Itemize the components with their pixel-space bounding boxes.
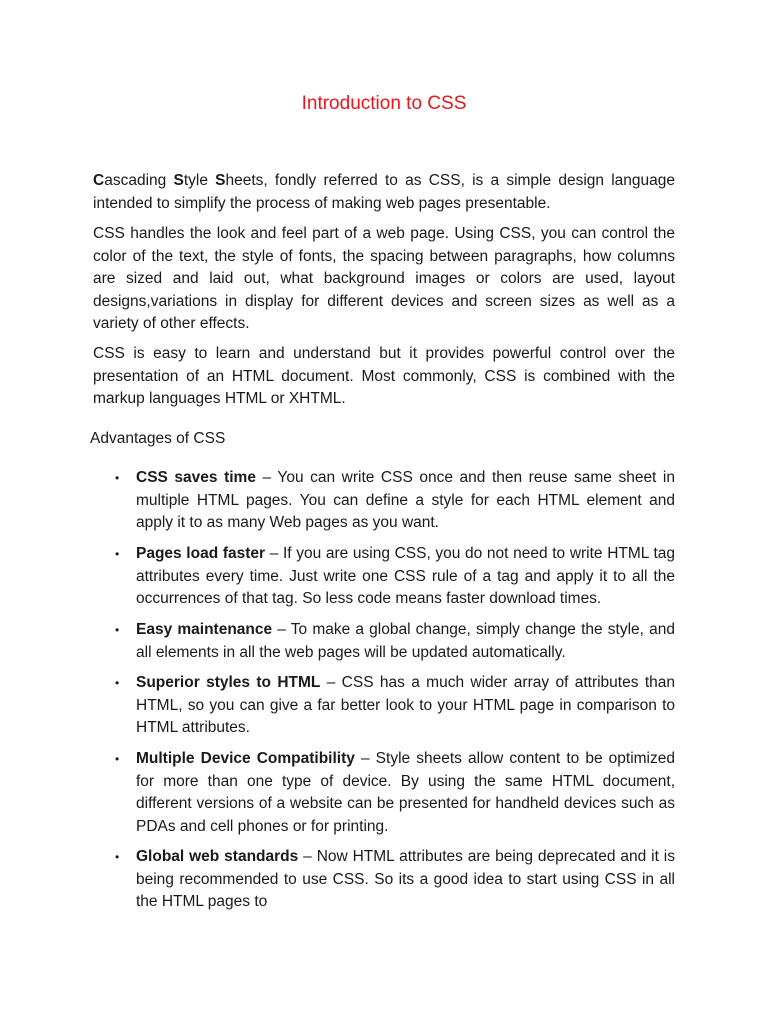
item-text: – Style sheets allow content to be optimized for more than one type of device. By using the same HTML document, different versions of a website can be presented for handheld devices such as PDAs and cell phones or for printing. [136,750,675,835]
bullet-icon: • [115,850,120,864]
paragraph-easy-to-learn: CSS is easy to learn and understand but it provides powerful control over the presentation of an HTML document. Most commonly, CSS is combined with the markup languages HTML or XHTML. [93,345,675,407]
item-lead: Superior styles to HTML [136,674,321,691]
bullet-icon: • [115,676,120,690]
advantages-heading: Advantages of CSS [90,430,226,447]
page-title: Introduction to CSS [301,93,467,114]
intro-initial-s1: S [173,172,184,189]
item-text: – CSS has a much wider array of attributes than HTML, so you can give a far better look to your HTML page in comparison to HTML attributes. [136,674,675,736]
item-text: – If you are using CSS, you do not need to write HTML tag attributes every time. Just write one CSS rule of a tag and apply it to all the occurrences of that tag. So less code means faster download times. [136,545,676,607]
item-text: – You can write CSS once and then reuse same sheet in multiple HTML pages. You can define a style for each HTML element and apply it to as many Web pages as you want. [136,469,675,531]
list-item [115,467,675,535]
item-lead: CSS saves time [136,469,256,486]
intro-rest: heets, fondly referred to as CSS, is a simple design language intended to simplify the process of making web pages presentable. [93,172,675,212]
item-lead: Global web standards [136,848,299,865]
item-text: – Now HTML attributes are being deprecated and it is being recommended to use CSS. So its a good idea to start using CSS in all the HTML pages to [136,848,676,910]
intro-initial-s2: S [215,172,226,189]
paragraph-look-and-feel: CSS handles the look and feel part of a web page. Using CSS, you can control the color of the text, the style of fonts, the spacing between paragraphs, how columns are sized and laid out, what background images or colors are used, layout designs,variations in display for different devices and screen sizes as well as a variety of other effects. [93,225,675,332]
intro-initial-c: C [93,172,105,189]
bullet-icon: • [115,752,120,766]
list-item [115,619,675,664]
intro-word-tyle: tyle [183,172,216,189]
list-item [115,672,675,740]
item-lead: Pages load faster [136,545,266,562]
list-item [115,543,676,611]
item-text: – To make a global change, simply change the style, and all elements in all the web pages will be updated automatically. [136,621,675,661]
list-item [115,748,675,838]
list-item [115,846,676,914]
bullet-icon: • [115,471,120,485]
intro-word-ascading: ascading [104,172,174,189]
item-lead: Easy maintenance [136,621,273,638]
bullet-icon: • [115,623,120,637]
bullet-icon: • [115,547,120,561]
intro-paragraph [93,170,675,215]
item-lead: Multiple Device Compatibility [136,750,355,767]
